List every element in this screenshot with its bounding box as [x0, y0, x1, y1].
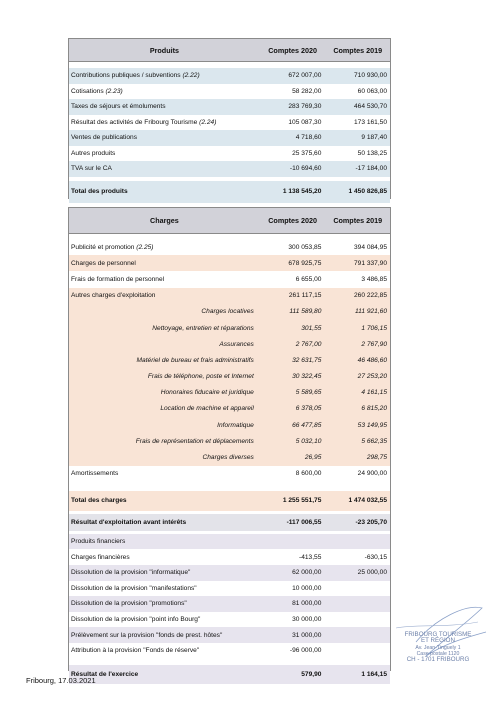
financiers-item-2020: 62 000,00 — [292, 569, 322, 577]
produits-item-ref: (2.22) — [180, 72, 200, 80]
charges-subitem-2020: 111 589,80 — [289, 308, 322, 316]
charges-subitem-row — [69, 320, 390, 336]
charges-subitem-2019: 6 815,20 — [361, 405, 387, 413]
produits-table — [68, 38, 391, 199]
produits-item-2019: 60 063,00 — [357, 87, 388, 95]
total-charges-label: Total des charges — [71, 497, 127, 505]
charges-subitem-2019: 53 149,95 — [357, 421, 387, 429]
charges-item-2019: 24 900,00 — [357, 470, 388, 478]
charges-item-2020: 678 925,75 — [288, 259, 322, 267]
financiers-item-label: Prélèvement sur la provision "fonds de prest. hôtes" — [71, 631, 223, 639]
produits-item-row — [69, 161, 390, 177]
resultat-exercice-row — [69, 665, 390, 684]
financiers-rows — [69, 534, 390, 659]
charges-item-label: Publicité et promotion (2.25) — [71, 243, 154, 251]
produits-item-2019: 9 187,40 — [361, 134, 388, 142]
produits-item-2020: 283 769,30 — [288, 103, 322, 111]
charges-item-ref: (2.25) — [134, 243, 154, 251]
financiers-item-2020: 81 000,00 — [292, 600, 322, 608]
charges-header-2020: Comptes 2020 — [268, 216, 317, 225]
charges-subitem-2020: 301,55 — [301, 324, 322, 332]
charges-item-row — [69, 239, 390, 255]
financiers-item-label: Dissolution de la provision "manifestations" — [71, 584, 197, 592]
produits-item-2019: 50 138,25 — [357, 149, 388, 157]
resultat-exercice-label: Résultat de l'exercice — [71, 670, 139, 678]
charges-item-label: Frais de formation de personnel — [71, 275, 165, 283]
total-produits-row — [69, 181, 390, 203]
charges-item-row — [69, 288, 390, 304]
produits-item-2019: -17 184,00 — [355, 165, 388, 173]
financiers-item-label: Dissolution de la provision "informatique" — [71, 569, 191, 577]
resultat-exploitation-2019: -23 205,70 — [355, 518, 388, 526]
total-charges-2019: 1 474 032,55 — [348, 497, 388, 505]
charges-header — [69, 208, 390, 234]
total-produits-2020: 1 138 545,20 — [282, 188, 322, 195]
produits-item-ref: (2.23) — [103, 87, 123, 95]
produits-header-label: Produits — [149, 45, 179, 55]
resultat-exploitation-row — [69, 514, 390, 531]
produits-item-2019: 173 161,50 — [354, 118, 388, 126]
charges-item-row — [69, 466, 390, 482]
charges-item-label: Charges de personnel — [71, 259, 136, 267]
charges-subitem-label: Charges diverses — [202, 454, 254, 462]
financiers-item-label: Dissolution de la provision "point info Bourg" — [71, 616, 201, 624]
charges-subitem-row — [69, 352, 390, 368]
financiers-item-2020: -413,55 — [299, 553, 322, 561]
produits-item-2020: 4 718,60 — [295, 134, 322, 142]
financiers-item-label: Dissolution de la provision "promotions" — [71, 600, 187, 608]
stamp-line3: Av. Jean-Tinguely 1 — [415, 645, 461, 651]
charges-subitem-2019: 2 767,90 — [361, 340, 387, 348]
produits-item-row — [69, 146, 390, 162]
charges-subitem-row — [69, 433, 390, 449]
stamp-line1: FRIBOURG TOURISME — [404, 631, 472, 638]
produits-item-label: Contributions publiques / subventions (2.22) — [71, 72, 200, 80]
financiers-item-label: Produits financiers — [71, 538, 126, 546]
charges-header-2019: Comptes 2019 — [333, 216, 383, 225]
charges-subitem-label: Honoraires fiducaire et juridique — [160, 389, 254, 397]
financiers-item-2019: 25 000,00 — [357, 569, 388, 577]
produits-item-2019: 464 530,70 — [354, 103, 388, 111]
charges-subitem-row — [69, 336, 390, 352]
financiers-item-2020: 30 000,00 — [292, 616, 322, 624]
produits-item-label: Taxes de séjours et émoluments — [71, 103, 166, 111]
charges-subitem-2020: 5 589,65 — [295, 389, 322, 397]
financiers-item-label: Charges financières — [71, 553, 130, 561]
charges-item-label: Amortissements — [71, 470, 119, 478]
charges-item-row — [69, 255, 390, 271]
charges-subitem-2020: 2 767,00 — [295, 340, 322, 348]
total-charges-row — [69, 491, 390, 511]
produits-item-2020: 105 087,30 — [288, 118, 322, 126]
charges-rows — [69, 239, 390, 482]
produits-item-row — [69, 130, 390, 146]
total-produits-label: Total des produits — [71, 188, 128, 195]
charges-subitem-label: Location de machine et appareil — [160, 405, 254, 413]
charges-item-2020: 261 117,15 — [288, 292, 322, 300]
charges-subitem-2020: 6 378,05 — [295, 405, 322, 413]
company-stamp — [386, 598, 490, 670]
produits-item-label: Cotisations (2.23) — [71, 87, 123, 95]
financiers-item-row — [69, 581, 390, 597]
financiers-item-row — [69, 565, 390, 581]
charges-subitem-2020: 5 032,10 — [295, 437, 322, 445]
financiers-item-2020: 31 000,00 — [292, 631, 322, 639]
charges-item-label: Autres charges d'exploitation — [71, 292, 156, 300]
charges-item-2019: 394 084,95 — [354, 243, 388, 251]
charges-subitem-2019: 46 486,60 — [357, 356, 387, 364]
place-date: Fribourg, 17.03.2021 — [26, 676, 96, 685]
produits-header — [69, 39, 390, 62]
financiers-item-row — [69, 612, 390, 628]
stamp-line2: ET RÉGION — [421, 637, 455, 644]
financiers-item-2020: 10 000,00 — [292, 584, 322, 592]
financiers-item-2020: -96 000,00 — [289, 647, 322, 655]
charges-subitem-2019: 298,75 — [366, 454, 387, 462]
financiers-item-2019: -630,15 — [364, 553, 388, 561]
charges-item-row — [69, 271, 390, 287]
charges-header-label: Charges — [150, 216, 179, 225]
charges-subitem-2019: 111 921,60 — [354, 308, 387, 316]
charges-subitem-2020: 30 322,45 — [292, 373, 322, 381]
charges-subitem-row — [69, 417, 390, 433]
charges-subitem-2020: 26,95 — [304, 454, 322, 462]
produits-item-2020: -10 694,60 — [289, 165, 322, 173]
produits-item-2020: 58 282,00 — [292, 87, 322, 95]
financiers-item-label: Attribution à la provision "Fonds de réserve" — [71, 647, 200, 655]
resultat-exploitation-2020: -117 006,55 — [286, 518, 322, 526]
charges-subitem-row — [69, 369, 390, 385]
resultat-exploitation-label: Résultat d'exploitation avant intérêts — [71, 518, 187, 526]
produits-item-2019: 710 930,00 — [354, 72, 388, 80]
charges-subitem-label: Informatique — [217, 421, 254, 429]
charges-subitem-label: Frais de téléphone, poste et Internet — [147, 373, 254, 381]
produits-item-label: TVA sur le CA — [71, 165, 112, 173]
produits-item-row — [69, 115, 390, 131]
total-charges-2020: 1 255 551,75 — [282, 497, 322, 505]
charges-item-2019: 791 337,90 — [354, 259, 388, 267]
charges-subitem-label: Matériel de bureau et frais administratifs — [136, 356, 254, 364]
charges-item-2019: 3 486,85 — [361, 275, 388, 283]
charges-subitem-2019: 4 161,15 — [361, 389, 387, 397]
resultat-exercice-2020: 579,90 — [301, 670, 322, 678]
produits-item-2020: 672 007,00 — [288, 72, 322, 80]
charges-subitem-row — [69, 449, 390, 465]
produits-item-row — [69, 68, 390, 84]
charges-subitem-label: Charges locatives — [201, 308, 254, 316]
stamp-line5: CH - 1701 FRIBOURG — [406, 656, 470, 663]
produits-header-2020: Comptes 2020 — [268, 45, 317, 55]
financiers-item-row — [69, 549, 390, 565]
charges-item-2020: 8 600,00 — [295, 470, 322, 478]
produits-item-2020: 25 375,60 — [292, 149, 322, 157]
produits-item-row — [69, 84, 390, 100]
produits-item-ref: (2.24) — [197, 118, 217, 126]
charges-item-2020: 300 053,85 — [288, 243, 322, 251]
total-produits-2019: 1 450 826,85 — [348, 188, 388, 195]
charges-subitem-2020: 66 477,85 — [292, 421, 322, 429]
financiers-item-row — [69, 534, 390, 550]
produits-item-label: Résultat des activités de Fribourg Tourisme (2.24) — [71, 118, 217, 126]
produits-item-label: Autres produits — [71, 149, 116, 157]
produits-rows — [69, 68, 390, 177]
charges-item-2019: 260 222,85 — [354, 292, 388, 300]
charges-subitem-label: Assurances — [219, 340, 254, 348]
stamp-line4: Case postale 1120 — [416, 651, 460, 657]
financiers-item-row — [69, 596, 390, 612]
financiers-item-row — [69, 643, 390, 659]
resultat-exercice-2019: 1 164,15 — [361, 670, 388, 678]
charges-subitem-row — [69, 401, 390, 417]
charges-table — [68, 207, 391, 678]
charges-subitem-row — [69, 385, 390, 401]
charges-subitem-2019: 27 253,20 — [357, 373, 387, 381]
charges-subitem-row — [69, 304, 390, 320]
charges-item-2020: 6 655,00 — [295, 275, 322, 283]
charges-subitem-2020: 32 631,75 — [292, 356, 322, 364]
produits-header-2019: Comptes 2019 — [333, 45, 383, 55]
produits-item-row — [69, 99, 390, 115]
charges-subitem-2019: 1 706,15 — [361, 324, 387, 332]
financiers-item-row — [69, 627, 390, 643]
charges-subitem-2019: 5 662,35 — [361, 437, 387, 445]
charges-subitem-label: Frais de représentation et déplacements — [135, 437, 254, 445]
charges-subitem-label: Nettoyage, entretien et réparations — [152, 324, 254, 332]
produits-item-label: Ventes de publications — [71, 134, 137, 142]
